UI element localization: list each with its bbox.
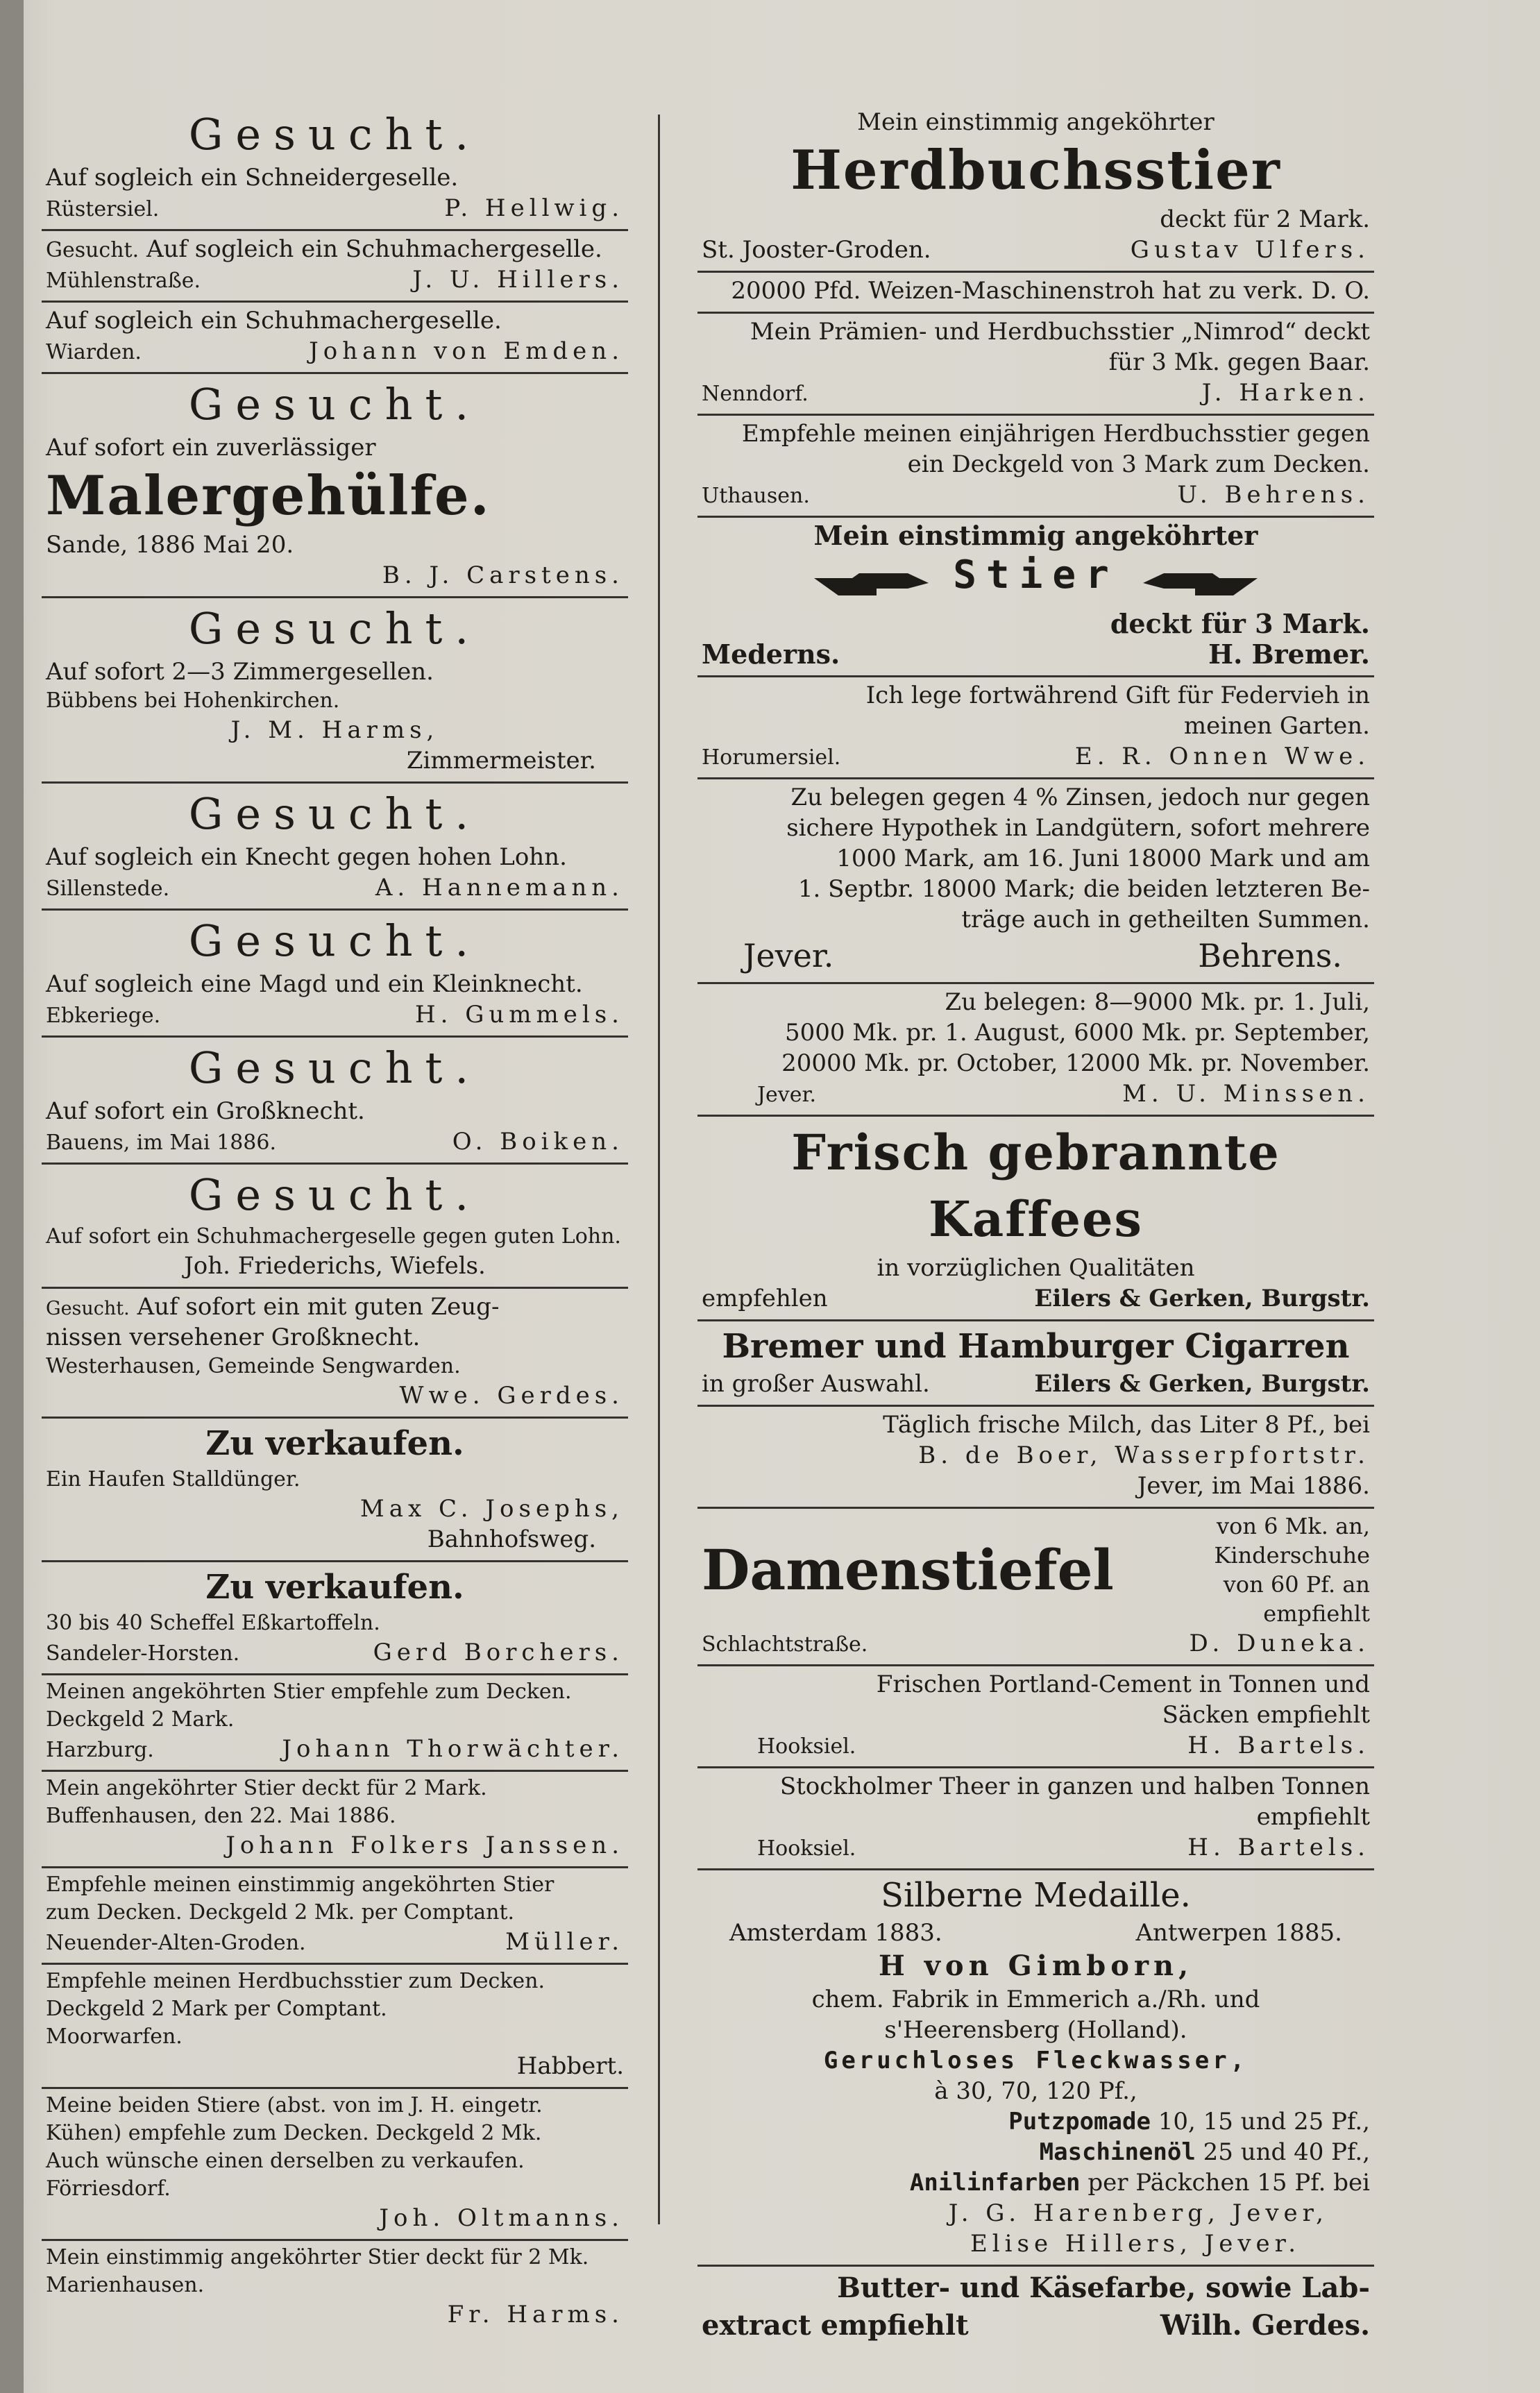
ad-text: Auf sofort ein zuverlässiger — [46, 434, 376, 462]
ad-signature: Wilh. Gerdes. — [1160, 2309, 1370, 2342]
ad-place: Ebkeriege. — [46, 1004, 161, 1028]
ad-signature: Johann von Emden. — [309, 337, 624, 365]
ad-title: Frisch gebrannte Kaffees — [791, 1124, 1280, 1248]
ad-text: Täglich frische Milch, das Liter 8 Pf., bei — [883, 1411, 1370, 1439]
ad-maschinenstroh — [697, 273, 1374, 314]
ad-text: Auf sofort ein Großknecht. — [46, 1097, 365, 1125]
ad-text: s'Heerensberg (Holland). — [884, 2016, 1187, 2044]
ad-signature: D. Duneka. — [1189, 1630, 1370, 1657]
ad-gimborn — [697, 1870, 1374, 2267]
ad-place: Nenndorf. — [702, 382, 809, 406]
ad-text: Auf sofort ein mit guten Zeug- — [137, 1293, 500, 1321]
ad-text: Auf sogleich ein Schuhmachergeselle. — [46, 307, 502, 335]
ad-heading: Gesucht. — [188, 1042, 482, 1093]
ad-stier-harms — [42, 2241, 628, 2335]
ad-signature: B. de Boer, Wasserpfortstr. — [918, 1441, 1370, 1469]
ad-place: Sillenstede. — [46, 877, 170, 901]
ad-portland-cement — [697, 1666, 1374, 1768]
ad-signature: J. M. Harms, — [230, 716, 439, 744]
ad-address: Bahnhofsweg. — [427, 1525, 596, 1553]
ad-signature: H. Gummels. — [414, 1001, 624, 1029]
ad-place: Hooksiel. — [757, 1734, 856, 1759]
ad-signature: Behrens. — [1198, 937, 1342, 974]
ad-signature: H. Bartels. — [1187, 1834, 1370, 1861]
ad-grossknecht-2 — [42, 1289, 628, 1419]
ad-damenstiefel — [697, 1509, 1374, 1666]
ad-signature: J. G. Harenberg, Jever, — [948, 2199, 1328, 2227]
ad-text: 1. Septbr. 18000 Mark; die beiden letzteren Be- — [797, 875, 1370, 903]
ad-title: Zu verkaufen. — [205, 1424, 464, 1463]
ad-zimmergesellen — [42, 598, 628, 784]
ad-text: chem. Fabrik in Emmerich a./Rh. und — [811, 1986, 1260, 2013]
ad-herdbuchsstier-behrens — [697, 416, 1374, 518]
ad-title: Damenstiefel — [702, 1537, 1114, 1603]
ad-text: sichere Hypothek in Landgütern, sofort mehrere — [786, 814, 1370, 842]
ad-kaffees — [697, 1117, 1374, 1321]
ad-text: in vorzüglichen Qualitäten — [877, 1254, 1195, 1282]
ad-text: Butter- und Käsefarbe, sowie Lab- — [837, 2272, 1370, 2304]
ad-signature: J. Harken. — [1201, 379, 1370, 407]
ad-heading: Gesucht. — [188, 1169, 482, 1220]
ad-text: von 6 Mk. an, Kinderschuhe — [1214, 1513, 1370, 1568]
ad-malergehuelfe — [42, 374, 628, 598]
ad-lead: Gesucht. — [46, 238, 139, 262]
ad-text: 10, 15 und 25 Pf., — [1158, 2108, 1370, 2136]
ad-signature: J. U. Hillers. — [412, 266, 624, 294]
ad-place: St. Jooster-Groden. — [702, 236, 931, 264]
ad-signature: E. R. Onnen Wwe. — [1074, 743, 1370, 770]
ad-text: Buffenhausen, den 22. Mai 1886. — [46, 1804, 396, 1828]
ad-text: Amsterdam 1883. — [729, 1919, 942, 1947]
ad-place: Mühlenstraße. — [46, 269, 201, 293]
ad-heading: Gesucht. — [188, 788, 482, 839]
ad-text: Auf sogleich eine Magd und ein Kleinknecht. — [46, 970, 583, 998]
ad-text: Marienhausen. — [46, 2273, 205, 2297]
ad-stier-habbert — [42, 1965, 628, 2089]
ad-text: Empfehle meinen einjährigen Herdbuchsstier gegen — [741, 420, 1370, 448]
ad-text: empfiehlt — [1256, 1803, 1370, 1831]
ad-title: Bremer und Hamburger Cigarren — [722, 1327, 1350, 1366]
left-column — [42, 104, 628, 2335]
ad-grossknecht — [42, 1038, 628, 1165]
ad-place: Bauens, im Mai 1886. — [46, 1131, 276, 1155]
ad-hypothek-behrens — [697, 779, 1374, 984]
ad-stockholmer-theer — [697, 1768, 1374, 1870]
ad-text: Mein Prämien- und Herdbuchsstier „Nimrod“ deckt — [750, 318, 1370, 346]
ad-text: Deckgeld 2 Mark. — [46, 1707, 235, 1732]
ad-place: Jever. — [743, 937, 834, 974]
ad-text: deckt für 2 Mark. — [1160, 205, 1370, 233]
ad-kaesefarbe — [697, 2267, 1374, 2350]
ad-text: von 60 Pf. an empfiehlt — [1223, 1571, 1370, 1627]
ad-stier-mueller — [42, 1868, 628, 1965]
ad-text: Moorwarfen. — [46, 2024, 183, 2049]
ad-place: Rüstersiel. — [46, 197, 160, 221]
ad-text: 1000 Mark, am 16. Juni 18000 Mark und am — [836, 845, 1370, 872]
ad-place: Jever, im Mai 1886. — [1137, 1472, 1370, 1500]
ad-text: extract empfiehlt — [702, 2309, 969, 2342]
ad-text: Ein Haufen Stalldünger. — [46, 1467, 301, 1491]
ad-schuhmacher-3 — [42, 1165, 628, 1289]
ad-text: Auf sogleich ein Schneidergeselle. — [46, 164, 459, 192]
ad-signature: H. Bartels. — [1187, 1732, 1370, 1759]
ad-belegen-minssen — [697, 984, 1374, 1117]
ad-nimrod — [697, 314, 1374, 416]
ad-place: Mederns. — [702, 639, 840, 670]
ad-place: in großer Auswahl. — [702, 1370, 930, 1398]
ad-signature: O. Boiken. — [452, 1128, 624, 1156]
ad-text: Meine beiden Stiere (abst. von im J. H. eingetr. — [46, 2093, 543, 2117]
ad-title: Zu verkaufen. — [205, 1568, 464, 1607]
ad-signature: Wwe. Gerdes. — [399, 1382, 624, 1410]
column-divider — [658, 115, 660, 2224]
ad-signature: Fr. Harms. — [447, 2301, 624, 2328]
ad-signature: Gustav Ulfers. — [1130, 236, 1370, 264]
ad-signature: U. Behrens. — [1177, 481, 1370, 509]
ad-text: Westerhausen, Gemeinde Sengwarden. — [46, 1354, 461, 1378]
ad-signature: Johann Thorwächter. — [282, 1735, 624, 1763]
ad-product: Anilinfarben — [909, 2169, 1081, 2197]
ad-place: Horumersiel. — [702, 745, 841, 770]
ad-text: Förriesdorf. — [46, 2176, 171, 2201]
ad-stier-thorwaechter — [42, 1675, 628, 1772]
ad-place: Sandeler-Horsten. — [46, 1641, 240, 1666]
ad-title: Herdbuchsstier — [790, 139, 1281, 202]
ad-text: Mein einstimmig angeköhrter — [857, 108, 1215, 136]
ad-text: nissen versehener Großknecht. — [46, 1324, 421, 1351]
ad-heading: Gesucht. — [188, 915, 482, 966]
ad-text: Mein angeköhrter Stier deckt für 2 Mark. — [46, 1776, 487, 1800]
ad-magd — [42, 911, 628, 1038]
ad-signature: Eilers & Gerken, Burgstr. — [1034, 1370, 1370, 1398]
ad-place: Schlachtstraße. — [702, 1632, 868, 1657]
ad-herdbuchsstier-ulfers — [697, 104, 1374, 273]
ad-text: zum Decken. Deckgeld 2 Mk. per Comptant. — [46, 1900, 515, 1925]
ad-stiere-oltmanns — [42, 2089, 628, 2241]
ad-text: ein Deckgeld von 3 Mark zum Decken. — [907, 450, 1370, 478]
ad-text: Kühen) empfehle zum Decken. Deckgeld 2 Mk. — [46, 2121, 542, 2145]
ad-signature: Gerd Borchers. — [373, 1639, 624, 1666]
ad-heading: Gesucht. — [188, 379, 482, 430]
ad-signature: Max C. Josephs, — [359, 1495, 624, 1523]
ad-text: deckt für 3 Mark. — [1110, 608, 1370, 639]
ad-heading: Gesucht. — [188, 109, 482, 160]
ad-text: Antwerpen 1885. — [1135, 1919, 1342, 1947]
ad-text: à 30, 70, 120 Pf., — [934, 2077, 1137, 2105]
ad-text: Auf sogleich ein Schuhmachergeselle. — [146, 235, 602, 263]
ad-signature: Johann Folkers Janssen. — [226, 1832, 624, 1859]
ad-text: 20000 Mk. pr. October, 12000 Mk. pr. November. — [781, 1049, 1370, 1077]
ad-schuhmacher-2 — [42, 303, 628, 374]
ad-text: Bübbens bei Hohenkirchen. — [46, 688, 340, 713]
ad-title: Silberne Medaille. — [881, 1876, 1191, 1915]
ad-text: 20000 Pfd. Weizen-Maschinenstroh hat zu verk. D. O. — [731, 277, 1370, 305]
ad-product: Maschinenöl — [1039, 2138, 1196, 2166]
ad-text: Säcken empfiehlt — [1162, 1701, 1370, 1729]
ad-product: Putzpomade — [1008, 2108, 1151, 2136]
ad-signature: Müller. — [505, 1928, 624, 1956]
ad-text: Auf sofort 2—3 Zimmergesellen. — [46, 658, 434, 686]
ad-signature-title: Zimmermeister. — [406, 747, 596, 775]
ad-signature: M. U. Minssen. — [1122, 1080, 1370, 1108]
ad-text: Empfehle meinen einstimmig angeköhrten Stier — [46, 1872, 555, 1897]
ad-text: Ich lege fortwährend Gift für Federvieh in — [865, 682, 1370, 709]
ad-text: per Päckchen 15 Pf. bei — [1088, 2169, 1370, 2197]
ad-text: Stockholmer Theer in ganzen und halben Tonnen — [779, 1773, 1370, 1800]
ad-signature: A. Hannemann. — [375, 874, 624, 902]
ad-milch — [697, 1407, 1374, 1509]
pointing-hand-left-icon — [1136, 568, 1261, 602]
ad-text: träge auch in getheilten Summen. — [961, 906, 1370, 933]
ad-schuhmacher-1 — [42, 231, 628, 303]
ad-firm: H von Gimborn, — [878, 1950, 1194, 1982]
ad-text: Empfehle meinen Herdbuchsstier zum Decken. — [46, 1969, 545, 1993]
ad-place: Hooksiel. — [757, 1836, 856, 1861]
ad-stier-janssen — [42, 1772, 628, 1868]
ad-place: Jever. — [757, 1083, 817, 1107]
ad-text: Zu belegen gegen 4 % Zinsen, jedoch nur gegen — [790, 784, 1370, 811]
ad-text: Frischen Portland-Cement in Tonnen und — [876, 1671, 1370, 1698]
ad-place: Uthausen. — [702, 484, 810, 508]
ad-signature: P. Hellwig. — [444, 194, 624, 222]
ad-signature: Elise Hillers, Jever. — [970, 2230, 1301, 2258]
ad-title: Malergehülfe. — [46, 464, 491, 527]
ad-stier-bremer — [697, 518, 1374, 677]
ad-text: Mein einstimmig angeköhrter Stier deckt für 2 Mk. — [46, 2245, 589, 2269]
ad-text: Auf sogleich ein Knecht gegen hohen Lohn. — [46, 843, 567, 871]
ad-schneidergeselle — [42, 104, 628, 231]
ad-product: Geruchloses Fleckwasser, — [823, 2047, 1249, 2074]
ad-gift-federvieh — [697, 677, 1374, 779]
page-binding-edge — [0, 0, 24, 2393]
ad-signature: Eilers & Gerken, Burgstr. — [1034, 1285, 1370, 1312]
ad-heading: Gesucht. — [188, 603, 482, 654]
ad-signature: Habbert. — [516, 2052, 624, 2080]
ad-text: für 3 Mk. gegen Baar. — [1108, 348, 1370, 376]
pointing-hand-right-icon — [811, 568, 936, 602]
ad-place: empfehlen — [702, 1285, 828, 1312]
ad-kartoffeln — [42, 1562, 628, 1675]
ad-place: Neuender-Alten-Groden. — [46, 1931, 306, 1955]
ad-text: Auch wünsche einen derselben zu verkaufen. — [46, 2149, 525, 2173]
ad-text: meinen Garten. — [1183, 712, 1370, 740]
ad-text: Meinen angeköhrten Stier empfehle zum Decken. — [46, 1680, 572, 1704]
ad-knecht — [42, 784, 628, 911]
ad-title: Stier — [953, 552, 1119, 598]
ad-text: Zu belegen: 8—9000 Mk. pr. 1. Juli, — [945, 988, 1370, 1016]
ad-text: 5000 Mk. pr. 1. August, 6000 Mk. pr. September, — [784, 1019, 1370, 1047]
ad-cigarren — [697, 1321, 1374, 1407]
right-column — [697, 104, 1374, 2350]
ad-place: Harzburg. — [46, 1738, 154, 1762]
ad-text: 25 und 40 Pf., — [1203, 2138, 1370, 2166]
ad-signature: Joh. Friederichs, Wiefels. — [184, 1252, 486, 1280]
ad-signature: Joh. Oltmanns. — [379, 2204, 624, 2232]
ad-text: Auf sofort ein Schuhmachergeselle gegen guten Lohn. — [46, 1224, 621, 1249]
ad-signature: B. J. Carstens. — [382, 561, 624, 589]
ad-text: Deckgeld 2 Mark per Comptant. — [46, 1997, 387, 2021]
ad-text: Mein einstimmig angeköhrter — [813, 520, 1258, 551]
ad-place: Sande, 1886 Mai 20. — [46, 531, 294, 559]
ad-text: 30 bis 40 Scheffel Eßkartoffeln. — [46, 1611, 380, 1635]
ad-lead: Gesucht. — [46, 1298, 130, 1319]
ad-stallduenger — [42, 1419, 628, 1562]
ad-place: Wiarden. — [46, 340, 142, 364]
ad-signature: H. Bremer. — [1208, 639, 1370, 670]
